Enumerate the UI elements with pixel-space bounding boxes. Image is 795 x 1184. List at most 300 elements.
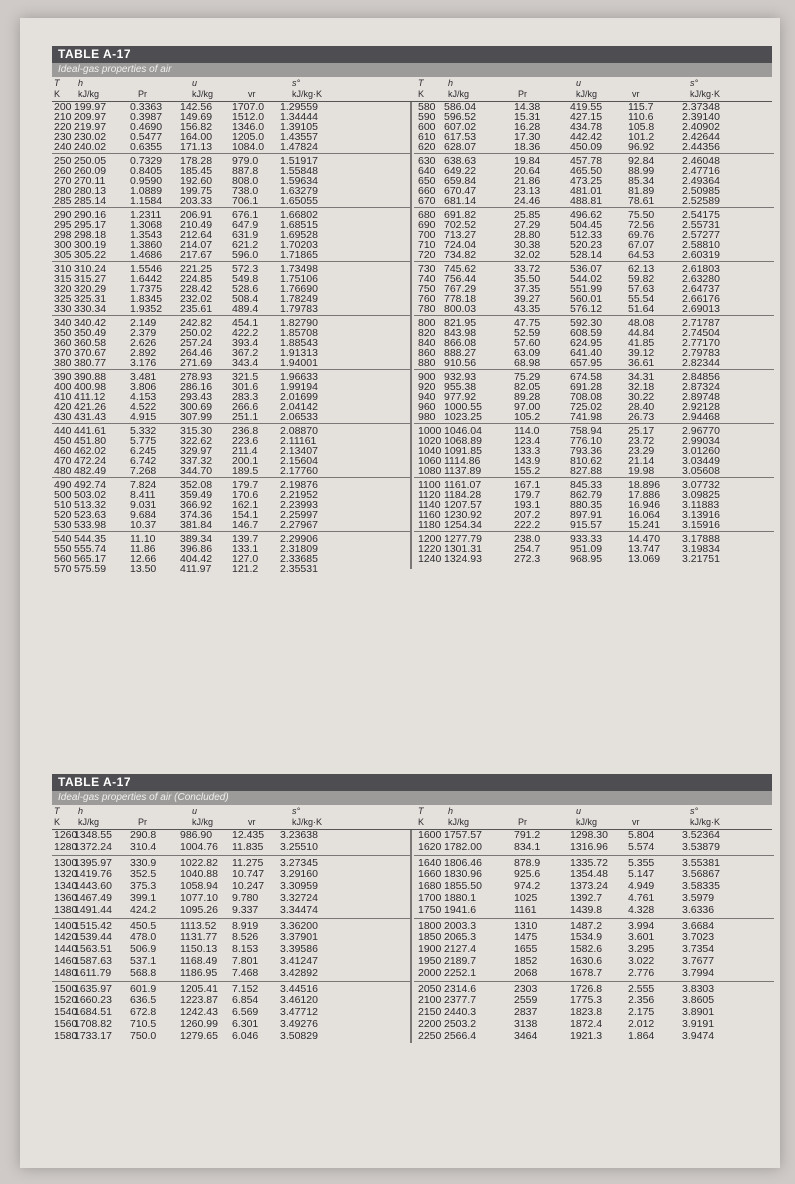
table-cell: 2.11161 [280,435,317,447]
table-half-right [414,102,774,567]
table-cell: 3.01260 [682,445,720,457]
table-cell: 1242.43 [180,1006,218,1019]
table-cell: 1467.49 [74,891,112,904]
table-cell: 360 [54,337,72,349]
table-cell: 11.86 [130,543,156,555]
table-cell: 1280 [54,840,78,853]
table-cell: 1160 [418,509,441,521]
table-cell: 271.69 [180,357,213,369]
table-cell: 434.78 [570,121,603,133]
table-cell: 450 [54,435,72,447]
table-cell: 680 [418,209,436,221]
table-cell: 3.19834 [682,543,720,555]
table-cell: 310 [54,263,72,275]
table-cell: 2314.6 [444,982,477,995]
table-cell: 2.379 [130,327,157,339]
table-cell: 1830.96 [444,868,482,881]
table-cell: 465.50 [570,165,603,177]
table-cell: 1460 [54,954,78,967]
table-cell: 2000 [418,966,442,979]
table-cell: 1058.94 [180,880,218,893]
table-cell: 601.9 [130,982,157,995]
table-cell: 1540 [54,1006,78,1019]
table-cell: 1220 [418,543,442,555]
table-cell: 69.76 [628,229,655,241]
column-header-unit: kJ/kg [192,89,214,99]
table-cell: 224.85 [180,273,213,285]
table-cell: 2440.3 [444,1006,477,1019]
table-cell: 565.17 [74,553,107,565]
table-cell: 2200 [418,1017,442,1030]
table-cell: 127.0 [232,553,259,565]
table-cell: 16.064 [628,509,661,521]
table-cell: 19.98 [628,465,655,477]
table-cell: 708.08 [570,391,603,403]
table-cell: 1.94001 [280,357,318,369]
table-title: TABLE A-17 [52,46,772,63]
table-cell: 1.88543 [280,337,318,349]
table-cell: 8.411 [130,489,156,501]
table-cell: 1023.25 [444,411,482,423]
table-cell: 1.66802 [280,209,318,221]
table-cell: 2.44356 [682,141,720,153]
table-cell: 1757.57 [444,829,482,841]
table-cell: 32.02 [514,249,541,261]
table-cell: 470 [54,455,72,467]
table-cell: 5.355 [628,856,655,869]
table-cell: 7.468 [232,966,259,979]
table-cell: 30.38 [514,239,541,251]
table-cell: 1140 [418,499,441,511]
table-cell: 110.6 [628,111,654,123]
table-cell: 36.61 [628,357,655,369]
table-cell: 325.31 [74,293,107,305]
row-group [52,480,412,532]
table-cell: 636.5 [130,994,157,1007]
column-header-unit: Pr [518,817,527,827]
table-cell: 57.63 [628,283,655,295]
table-cell: 1823.8 [570,1006,603,1019]
table-cell: 641.40 [570,347,603,359]
table-cell: 0.5477 [130,131,163,143]
table-cell: 508.4 [232,293,259,305]
table-cell: 730 [418,263,436,275]
table-cell: 2.69013 [682,303,720,315]
table-cell: 62.13 [628,263,655,275]
table-cell: 3.34474 [280,903,318,916]
table-cell: 1.76690 [280,283,318,295]
table-cell: 596.52 [444,111,477,123]
table-cell: 1600 [418,829,442,841]
table-cell: 2065.3 [444,931,477,944]
table-cell: 3.15916 [682,519,720,531]
table-cell: 2.61803 [682,263,720,275]
table-cell: 1475 [514,931,538,944]
table-cell: 330.34 [74,303,107,315]
table-cell: 442.42 [570,131,603,143]
table-body [52,830,772,1043]
table-cell: 2100 [418,994,442,1007]
table-cell: 533.98 [74,519,107,531]
table-cell: 457.78 [570,155,603,167]
table-cell: 1.65055 [280,195,318,207]
table-cell: 33.72 [514,263,541,275]
column-header-symbol: s° [292,806,301,816]
table-cell: 4.949 [628,880,655,893]
table-row [414,196,774,206]
table-cell: 28.80 [514,229,541,241]
table-cell: 3.46120 [280,994,318,1007]
column-header-unit: vr [632,817,640,827]
table-cell: 2.79783 [682,347,720,359]
table-cell: 1360 [54,891,78,904]
table-cell: 260 [54,165,72,177]
table-half-left [52,830,412,1046]
table-cell: 2.555 [628,982,655,995]
row-group [52,210,412,262]
table-cell: 2.35531 [280,563,318,575]
table-cell: 1655 [514,943,538,956]
table-cell: 670 [418,195,436,207]
table-row [52,250,412,260]
table-cell: 154.1 [232,509,259,521]
table-cell: 1.51917 [280,155,318,167]
table-cell: 18.36 [514,141,541,153]
table-cell: 59.82 [628,273,655,285]
table-cell: 2.33685 [280,553,318,565]
table-cell: 650 [418,175,436,187]
table-cell: 3.11883 [682,499,720,511]
table-cell: 1380 [54,903,78,916]
table-cell: 1060 [418,455,442,467]
table-cell: 1660.23 [74,994,112,1007]
table-cell: 315.30 [180,425,213,437]
table-cell: 1500 [54,982,78,995]
table-cell: 359.49 [180,489,213,501]
table-cell: 424.2 [130,903,157,916]
table-cell: 750.0 [130,1029,157,1042]
table-cell: 2.37348 [682,101,720,113]
table-cell: 133.1 [232,543,259,555]
table-cell: 301.6 [232,381,259,393]
table-cell: 1161 [514,903,537,916]
table-cell: 251.1 [232,411,259,423]
table-cell: 25.17 [628,425,655,437]
table-cell: 2.55731 [682,219,720,231]
table-cell: 14.470 [628,533,661,545]
table-body [52,101,772,575]
table-cell: 2.42644 [682,131,720,143]
table-cell: 2252.1 [444,966,477,979]
table-cell: 450.09 [570,141,603,153]
table-cell: 3.6684 [682,919,715,932]
table-cell: 2.89748 [682,391,720,403]
table-cell: 691.28 [570,381,603,393]
table-cell: 1635.97 [74,982,112,995]
table-cell: 2.19876 [280,479,318,491]
table-cell: 1046.04 [444,425,482,437]
table-cell: 640 [418,165,436,177]
table-cell: 932.93 [444,371,477,383]
column-header-unit: kJ/kg [448,89,470,99]
row-group [52,534,412,575]
column-header-symbol: T [418,78,424,88]
table-cell: 492.74 [74,479,107,491]
table-cell: 0.6355 [130,141,163,153]
table-cell: 162.1 [232,499,259,511]
table-cell: 478.0 [130,931,157,944]
table-cell: 3.42892 [280,966,318,979]
table-cell: 1310 [514,919,538,932]
table-cell: 500 [54,489,72,501]
table-cell: 2.64737 [682,283,720,295]
table-cell: 2068 [514,966,538,979]
row-group [414,426,774,478]
table-cell: 420 [54,401,72,413]
table-cell: 1539.44 [74,931,112,944]
table-cell: 659.84 [444,175,477,187]
table-cell: 702.52 [444,219,477,231]
table-cell: 1582.6 [570,943,603,956]
table-row [414,142,774,152]
table-cell: 691.82 [444,209,477,221]
table-cell: 238.0 [514,533,541,545]
table-cell: 3.41247 [280,954,318,967]
table-cell: 9.337 [232,903,259,916]
table-cell: 2.892 [130,347,157,359]
table-cell: 266.6 [232,401,259,413]
table-cell: 1230.92 [444,509,482,521]
table-cell: 2303 [514,982,538,995]
table-cell: 133.3 [514,445,541,457]
table-row [414,956,774,968]
table-cell: 305.22 [74,249,107,261]
table-cell: 610 [418,131,436,143]
table-cell: 3.806 [130,381,157,393]
table-cell: 1.70203 [280,239,318,251]
table-cell: 203.33 [180,195,213,207]
table-cell: 0.3363 [130,101,163,113]
table-cell: 767.29 [444,283,477,295]
table-cell: 3.30959 [280,880,318,893]
table-cell: 473.25 [570,175,603,187]
table-cell: 745.62 [444,263,477,275]
table-cell: 1491.44 [74,903,112,916]
column-header-unit: kJ/kg·K [690,817,721,827]
table-cell: 220 [54,121,72,133]
table-row [52,358,412,368]
table-cell: 880.35 [570,499,603,511]
table-cell: 544.02 [570,273,603,285]
table-cell: 1534.9 [570,931,603,944]
table-cell: 206.91 [180,209,213,221]
table-cell: 2.40902 [682,121,720,133]
table-cell: 5.147 [628,868,655,881]
table-cell: 85.34 [628,175,655,187]
table-cell: 1.8345 [130,293,163,305]
table-cell: 1.5546 [130,263,163,275]
table-cell: 3.37901 [280,931,318,944]
table-cell: 310.4 [130,840,157,853]
table-subtitle: Ideal-gas properties of air [52,63,772,77]
table-cell: 638.63 [444,155,477,167]
table-cell: 1439.8 [570,903,603,916]
table-cell: 1340 [54,880,78,893]
table-cell: 2.39140 [682,111,720,123]
table-cell: 1186.95 [180,966,218,979]
table-cell: 18.896 [628,479,661,491]
column-header-symbol: s° [690,806,699,816]
table-cell: 3.32724 [280,891,318,904]
table-cell: 3.7023 [682,931,715,944]
table-cell: 1684.51 [74,1006,112,1019]
row-group [52,426,412,478]
table-cell: 320.29 [74,283,107,295]
column-header-symbol: T [54,78,60,88]
table-cell: 910.56 [444,357,477,369]
table-cell: 1.6442 [130,273,163,285]
table-cell: 1512.0 [232,111,265,123]
table-cell: 75.50 [628,209,655,221]
table-cell: 576.12 [570,303,603,315]
row-group [52,830,412,856]
row-group [414,102,774,154]
table-cell: 568.8 [130,966,157,979]
table-cell: 64.53 [628,249,655,261]
table-cell: 860 [418,347,436,359]
table-cell: 3.47712 [280,1006,318,1019]
table-cell: 2.96770 [682,425,720,437]
table-cell: 1563.51 [74,943,112,956]
table-cell: 3.5979 [682,891,715,904]
table-cell: 834.1 [514,840,541,853]
row-group [52,858,412,919]
table-cell: 1020 [418,435,442,447]
table-cell: 156.82 [180,121,213,133]
table-cell: 1.78249 [280,293,318,305]
table-cell: 344.70 [180,465,213,477]
table-cell: 25.85 [514,209,541,221]
column-header-symbol: h [448,78,454,88]
table-cell: 460 [54,445,72,457]
table-cell: 1025 [514,891,538,904]
row-group [52,984,412,1044]
table-cell: 1419.76 [74,868,112,881]
table-cell: 3.022 [628,954,655,967]
table-cell: 6.742 [130,455,157,467]
table-cell: 1300 [54,856,78,869]
table-cell: 1700 [418,891,442,904]
table-cell: 17.886 [628,489,661,501]
table-cell: 866.08 [444,337,477,349]
table-cell: 340 [54,317,72,329]
table-cell: 1100 [418,479,441,491]
table-cell: 280.13 [74,185,107,197]
table-cell: 390 [54,371,72,383]
table-cell: 121.2 [232,563,259,575]
table-cell: 528.14 [570,249,603,261]
table-cell: 236.8 [232,425,259,437]
table-cell: 1114.86 [444,455,481,467]
table-cell: 101.2 [628,131,655,143]
table-cell: 454.1 [232,317,259,329]
table-cell: 607.02 [444,121,477,133]
table-cell: 4.328 [628,903,655,916]
table-cell: 55.54 [628,293,655,305]
table-cell: 3.44516 [280,982,318,995]
table-cell: 5.332 [130,425,157,437]
table-cell: 207.2 [514,509,541,521]
table-cell: 1324.93 [444,553,482,565]
table-cell: 600 [418,121,436,133]
table-cell: 1855.50 [444,880,482,893]
table-cell: 3.39586 [280,943,318,956]
table-cell: 3.50829 [280,1029,318,1042]
table-cell: 35.50 [514,273,541,285]
table-subtitle: Ideal-gas properties of air (Concluded) [52,791,772,805]
table-cell: 240.02 [74,141,107,153]
table-cell: 82.05 [514,381,541,393]
table-cell: 232.02 [180,293,213,305]
column-header-unit: kJ/kg [448,817,470,827]
table-cell: 221.25 [180,263,213,275]
table-cell: 560 [54,553,72,565]
table-cell: 3.8605 [682,994,715,1007]
table-cell: 5.775 [130,435,157,447]
table-row [52,196,412,206]
table-cell: 2.01699 [280,391,318,403]
table-cell: 986.90 [180,829,213,841]
column-header-symbol: h [448,806,454,816]
table-cell: 2.06533 [280,411,318,423]
table-cell: 3.994 [628,919,655,932]
table-cell: 422.2 [232,327,259,339]
table-cell: 6.569 [232,1006,259,1019]
table-cell: 2250 [418,1029,442,1042]
table-cell: 575.59 [74,563,107,575]
table-cell: 1.55848 [280,165,318,177]
table-cell: 81.89 [628,185,655,197]
table-cell: 1372.24 [74,840,112,853]
table-cell: 75.29 [514,371,541,383]
table-cell: 624.95 [570,337,603,349]
table-cell: 400.98 [74,381,107,393]
row-group [52,372,412,424]
column-header-row [52,805,772,830]
table-cell: 21.86 [514,175,541,187]
table-cell: 3.58335 [682,880,720,893]
column-header-symbol: h [78,806,84,816]
table-row [414,412,774,422]
table-cell: 1.1584 [130,195,163,207]
table-cell: 320 [54,283,72,295]
table-cell: 821.95 [444,317,477,329]
table-cell: 1480 [54,966,78,979]
table-cell: 2.21952 [280,489,318,501]
table-cell: 647.9 [232,219,259,231]
table-cell: 506.9 [130,943,157,956]
table-cell: 523.63 [74,509,107,521]
table-cell: 1640 [418,856,442,869]
table-cell: 1150.13 [180,943,218,956]
table-cell: 1207.57 [444,499,482,511]
table-row [414,466,774,476]
column-header-symbol: u [192,806,198,816]
table-row [414,842,774,854]
table-cell: 7.268 [130,465,157,477]
table-cell: 1022.82 [180,856,218,869]
row-group [414,318,774,370]
